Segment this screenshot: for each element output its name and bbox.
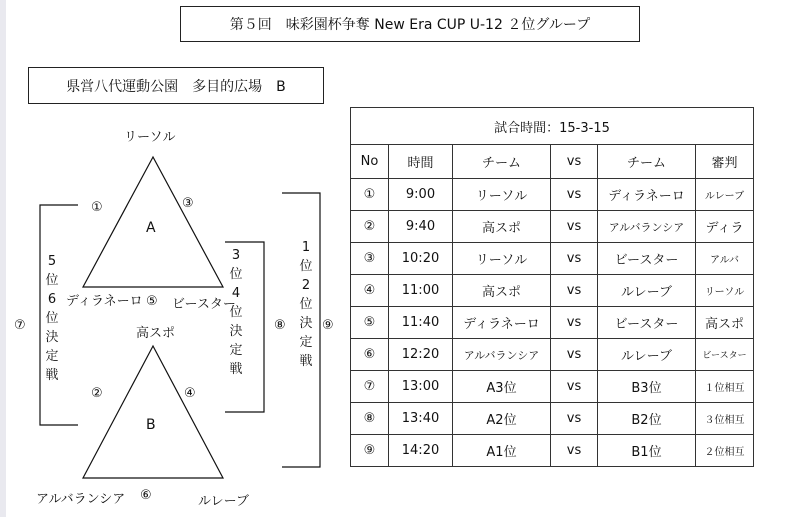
group-b-triangle: [83, 346, 223, 478]
cell-no: ⑧: [351, 403, 389, 435]
cell-team1: A3位: [453, 371, 551, 403]
match-8-marker: ⑧: [274, 318, 286, 333]
cell-time: 12:20: [389, 339, 453, 371]
header-ref: 審判: [696, 145, 754, 179]
cell-ref: ３位相互: [696, 403, 754, 435]
table-row: [351, 275, 754, 307]
table-row: [351, 179, 754, 211]
cell-team2: ディラネーロ: [598, 179, 696, 211]
cell-team1: 高スポ: [453, 211, 551, 243]
cell-no: ①: [351, 179, 389, 211]
table-row: [351, 243, 754, 275]
cell-team2: ルレーブ: [598, 275, 696, 307]
match-1-marker: ①: [91, 200, 103, 215]
cell-time: 9:40: [389, 211, 453, 243]
cell-vs: vs: [551, 371, 598, 403]
playoff-34-label: 3 位 4 位 決 定 戦: [229, 248, 243, 377]
match-3-marker: ③: [182, 196, 194, 211]
page-title: 第５回 味彩園杯争奪 New Era CUP U-12 ２位グループ: [180, 6, 640, 42]
match-4-marker: ④: [184, 386, 196, 401]
cell-team2: B2位: [598, 403, 696, 435]
cell-team1: アルバランシア: [453, 339, 551, 371]
cell-time: 13:00: [389, 371, 453, 403]
cell-no: ⑤: [351, 307, 389, 339]
team-b-right: ルレーブ: [198, 494, 250, 509]
cell-team1: リーソル: [453, 179, 551, 211]
schedule-table: [350, 107, 754, 467]
cell-ref: ルレーブ: [696, 179, 754, 211]
cell-no: ②: [351, 211, 389, 243]
group-b-label: B: [146, 417, 156, 433]
cell-ref: ビースター: [696, 339, 754, 371]
playoff-12-label: 1 位 2 位 決 定 戦: [299, 240, 313, 369]
cell-vs: vs: [551, 435, 598, 467]
cell-team1: A2位: [453, 403, 551, 435]
cell-team2: B3位: [598, 371, 696, 403]
cell-team2: アルバランシア: [598, 211, 696, 243]
cell-team2: ビースター: [598, 307, 696, 339]
date-row: [351, 108, 754, 145]
date-label: 試合時間：15-3-15: [351, 108, 754, 145]
cell-team1: ディラネーロ: [453, 307, 551, 339]
table-row: [351, 307, 754, 339]
cell-ref: リーソル: [696, 275, 754, 307]
match-9-marker: ⑨: [322, 318, 334, 333]
table-row: [351, 211, 754, 243]
cell-ref: アルバ: [696, 243, 754, 275]
cell-team2: ルレーブ: [598, 339, 696, 371]
cell-time: 10:20: [389, 243, 453, 275]
cell-team1: 高スポ: [453, 275, 551, 307]
cell-ref: １位相互: [696, 371, 754, 403]
team-b-top: 高スポ: [136, 326, 176, 341]
cell-no: ③: [351, 243, 389, 275]
cell-vs: vs: [551, 403, 598, 435]
cell-team2: ビースター: [598, 243, 696, 275]
team-b-left: アルバランシア: [36, 492, 126, 507]
playoff-56-label: 5 位 6 位 決 定 戦: [45, 254, 59, 383]
cell-ref: ディラ: [696, 211, 754, 243]
team-a-right: ビースター: [172, 297, 236, 312]
cell-ref: ２位相互: [696, 435, 754, 467]
table-row: [351, 403, 754, 435]
cell-vs: vs: [551, 307, 598, 339]
cell-vs: vs: [551, 339, 598, 371]
cell-vs: vs: [551, 275, 598, 307]
cell-no: ⑥: [351, 339, 389, 371]
cell-vs: vs: [551, 179, 598, 211]
header-time: 時間: [389, 145, 453, 179]
cell-time: 11:40: [389, 307, 453, 339]
header-team2: チーム: [598, 145, 696, 179]
match-7-marker: ⑦: [14, 318, 26, 333]
cell-team1: リーソル: [453, 243, 551, 275]
group-a-label: A: [146, 220, 156, 236]
cell-time: 9:00: [389, 179, 453, 211]
header-vs: vs: [551, 145, 598, 179]
header-team1: チーム: [453, 145, 551, 179]
cell-no: ⑨: [351, 435, 389, 467]
cell-no: ④: [351, 275, 389, 307]
cell-team1: A1位: [453, 435, 551, 467]
cell-no: ⑦: [351, 371, 389, 403]
table-row: [351, 339, 754, 371]
header-row: [351, 145, 754, 179]
header-no: No: [351, 145, 389, 179]
cell-time: 14:20: [389, 435, 453, 467]
cell-time: 11:00: [389, 275, 453, 307]
match-5-marker: ⑤: [146, 294, 158, 309]
cell-vs: vs: [551, 243, 598, 275]
cell-ref: 高スポ: [696, 307, 754, 339]
team-a-left: ディラネーロ: [66, 294, 143, 309]
table-row: [351, 435, 754, 467]
venue-title: 県営八代運動公園 多目的広場 B: [28, 67, 324, 104]
match-6-marker: ⑥: [140, 488, 152, 503]
match-2-marker: ②: [91, 386, 103, 401]
cell-team2: B1位: [598, 435, 696, 467]
cell-time: 13:40: [389, 403, 453, 435]
cell-vs: vs: [551, 211, 598, 243]
table-row: [351, 371, 754, 403]
team-a-top: リーソル: [124, 130, 176, 145]
